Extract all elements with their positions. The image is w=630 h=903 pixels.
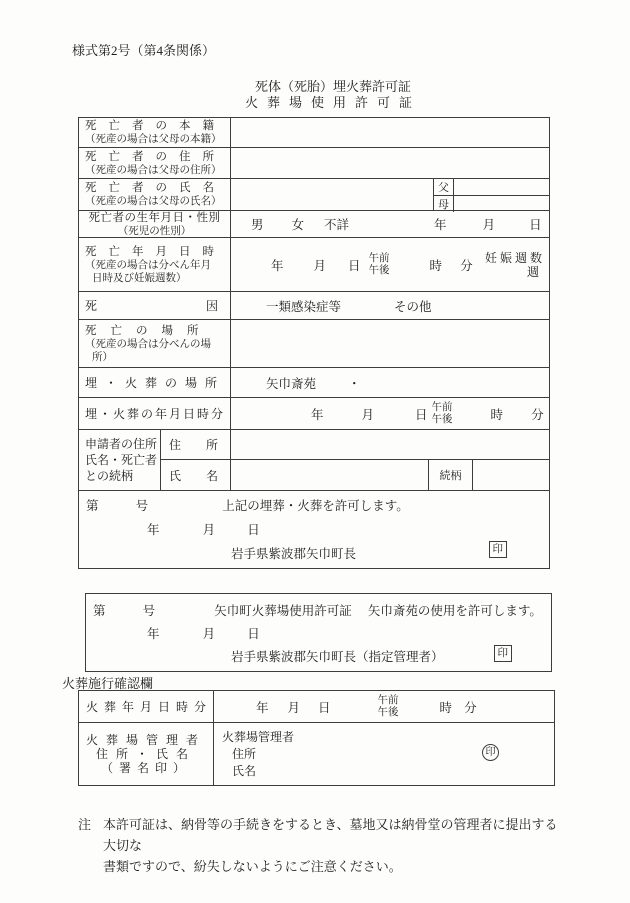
cremation-ampm-labels <box>378 695 399 718</box>
death-place-value-cell <box>231 320 549 367</box>
doc-title <box>18 79 630 111</box>
death-pm-label: 午後 <box>368 264 390 276</box>
cremation-datetime-label: 火葬年月日時分 <box>85 699 212 714</box>
burial-place-dot: ・ <box>348 376 361 391</box>
crematory-day-unit: 日 <box>247 627 260 641</box>
address-sublabel: （死産の場合は父母の住所） <box>85 164 222 176</box>
cause-label-last: 因 <box>205 299 218 313</box>
cremation-month-unit: 月 <box>287 700 301 715</box>
manager-value-cell <box>214 723 554 785</box>
seal-icon: 印 <box>482 744 499 761</box>
crematory-year-unit: 年 <box>147 627 160 641</box>
burial-datetime-label-cell <box>79 398 231 429</box>
domicile-value-cell <box>231 118 549 147</box>
death-datetime-sublabel1: （死産の場合は分べん年月 <box>85 259 211 271</box>
permit-no-last: 号 <box>135 499 149 513</box>
cremation-am-label: 午前 <box>377 695 399 706</box>
crematory-statement: 矢巾斎苑の使用を許可します。 <box>367 604 542 618</box>
row-domicile <box>79 118 549 148</box>
name-label-cell <box>79 179 231 210</box>
death-datetime-label: 死亡年月日時 <box>85 245 226 258</box>
burial-datetime-value-cell <box>231 398 549 429</box>
footnote <box>78 814 560 877</box>
cremation-year-unit: 年 <box>256 700 269 715</box>
applicant-label-line2: 氏名・死亡者 <box>85 453 158 467</box>
domicile-sublabel: （死産の場合は父母の本籍） <box>85 134 222 145</box>
row-birth <box>79 211 549 238</box>
cause-label-cell <box>79 292 231 319</box>
footnote-line2: 書類ですので、紛失しないようにご注意ください。 <box>103 859 402 874</box>
address-label: 死亡者の住所 <box>85 150 226 163</box>
cremation-datetime-label-cell <box>79 691 214 722</box>
gestation-weeks-unit: 週 <box>526 264 539 279</box>
burial-am-label: 午前 <box>431 402 453 413</box>
confirmation-table <box>78 690 555 786</box>
death-am-label: 午前 <box>368 253 390 264</box>
applicant-address-value-cell <box>231 430 549 459</box>
cremation-minute-unit: 分 <box>464 700 477 715</box>
crematory-no-first: 第 <box>93 604 106 618</box>
father-value-cell <box>454 179 549 195</box>
sex-female-option: 女 <box>291 218 305 232</box>
manager-label-line2: 住所・氏名 <box>95 747 196 761</box>
cause-option-other: その他 <box>394 299 432 314</box>
name-sublabel: （死産の場合は父母の氏名） <box>85 196 222 207</box>
crematory-month-unit: 月 <box>202 627 216 641</box>
manager-label-cell <box>79 723 214 785</box>
applicant-name-row <box>161 460 549 490</box>
death-place-sublabel1: （死産の場合は分べんの場 <box>85 338 211 350</box>
mother-row <box>434 196 549 212</box>
burial-ampm-labels <box>432 402 453 425</box>
domicile-label: 死亡者の本籍 <box>85 120 226 132</box>
sex-unknown-option: 不詳 <box>324 218 350 232</box>
cremation-day-unit: 日 <box>318 700 331 715</box>
death-year-unit: 年 <box>271 258 284 273</box>
relation-value-cell <box>473 460 549 490</box>
burial-month-unit: 月 <box>361 407 375 422</box>
name-label: 死亡者の氏名 <box>85 182 226 194</box>
name-value-cell <box>231 179 434 210</box>
sex-male-option: 男 <box>251 218 264 232</box>
row-manager <box>79 723 554 785</box>
crematory-permit-box <box>85 593 552 672</box>
manager-label-line3: （署名印） <box>100 761 191 775</box>
row-burial-place <box>79 368 549 398</box>
burial-day-unit: 日 <box>415 407 428 422</box>
death-month-unit: 月 <box>313 258 327 273</box>
permit-issuer: 岩手県紫波郡矢巾町長 <box>231 547 357 561</box>
address-label-cell <box>79 148 231 178</box>
birth-label: 死亡者の生年月日・性別 <box>88 211 221 224</box>
father-mother-cells <box>434 179 549 210</box>
row-cause <box>79 292 549 320</box>
crematory-issuer: 岩手県紫波郡矢巾町長（指定管理者） <box>231 650 444 664</box>
permit-statement-box <box>79 491 549 569</box>
manager-line3: 氏名 <box>232 764 257 778</box>
manager-label-line1: 火葬場管理者 <box>85 733 206 747</box>
cause-option-infectious: 一類感染症等 <box>266 299 342 314</box>
mother-value-cell <box>454 196 549 212</box>
seal-icon: 印 <box>494 645 513 662</box>
burial-place-value: 矢巾斎苑 <box>266 376 317 391</box>
birth-sublabel: （死児の性別） <box>117 225 192 237</box>
applicant-label-line3: との続柄 <box>85 469 134 483</box>
crematory-no-last: 号 <box>142 604 156 618</box>
row-name <box>79 179 549 211</box>
father-label: 父 <box>434 179 454 195</box>
burial-datetime-label: 埋・火葬の年月日時分 <box>85 406 226 421</box>
mother-label: 母 <box>434 196 454 212</box>
cremation-datetime-value-cell <box>214 691 554 722</box>
permit-day-unit: 日 <box>247 523 260 537</box>
applicant-address-label-cell <box>161 430 231 459</box>
crematory-line-number <box>86 601 551 619</box>
burial-place-value-cell <box>231 368 549 397</box>
death-datetime-value-cell <box>231 238 549 291</box>
permit-line-issuer <box>79 544 549 562</box>
applicant-name-value-cell <box>231 460 429 490</box>
footnote-marker: 注 <box>78 817 92 832</box>
birth-month-unit: 月 <box>482 218 496 232</box>
manager-line1: 火葬場管理者 <box>222 730 295 744</box>
footnote-text <box>103 814 560 877</box>
domicile-label-cell <box>79 118 231 147</box>
applicant-name-label-first: 氏 <box>169 468 182 483</box>
cremation-hour-unit: 時 <box>439 700 453 715</box>
death-ampm-labels <box>369 253 390 276</box>
manager-line2: 住所 <box>232 747 257 761</box>
row-burial-datetime <box>79 398 549 430</box>
gestation-label: 妊娠週数 <box>484 250 545 265</box>
permit-year-unit: 年 <box>147 523 160 537</box>
row-death-datetime <box>79 238 549 292</box>
cause-value-cell <box>231 292 549 319</box>
death-datetime-label-cell <box>79 238 231 291</box>
permit-statement-section <box>79 491 549 568</box>
applicant-name-label-last: 名 <box>205 468 218 483</box>
confirmation-heading: 火葬施行確認欄 <box>62 676 154 691</box>
birth-value-cell <box>231 211 549 237</box>
row-cremation-datetime <box>79 691 554 723</box>
seal-icon: 印 <box>489 541 508 558</box>
crematory-line-date <box>86 624 551 642</box>
form-number: 様式第2号（第4条関係） <box>72 43 216 58</box>
burial-hour-unit: 時 <box>490 407 504 422</box>
row-death-place <box>79 320 549 368</box>
death-minute-unit: 分 <box>460 258 473 273</box>
death-hour-unit: 時 <box>429 258 443 273</box>
birth-label-cell <box>79 211 231 237</box>
death-place-sublabel2: 所） <box>92 351 113 363</box>
permit-line-number <box>79 496 549 514</box>
relation-label: 続柄 <box>429 460 473 490</box>
row-applicant <box>79 430 549 491</box>
row-address <box>79 148 549 179</box>
applicant-label-cell <box>79 430 161 490</box>
gestation-block <box>485 251 545 279</box>
permit-month-unit: 月 <box>202 523 216 537</box>
crematory-line-issuer <box>86 647 551 665</box>
crematory-permit-title: 矢巾町火葬場使用許可証 <box>214 604 352 618</box>
burial-place-label: 埋・火葬の場所 <box>85 375 226 390</box>
burial-minute-unit: 分 <box>531 407 544 422</box>
permit-table <box>78 117 550 569</box>
permit-no-first: 第 <box>86 499 99 513</box>
birth-day-unit: 日 <box>529 218 542 232</box>
applicant-name-label-cell <box>161 460 231 490</box>
address-value-cell <box>231 148 549 178</box>
death-place-label-cell <box>79 320 231 367</box>
footnote-line1: 本許可証は、納骨等の手続きをするとき、墓地又は納骨堂の管理者に提出する大切な <box>103 817 558 853</box>
death-day-unit: 日 <box>348 258 361 273</box>
applicant-address-label-last: 所 <box>205 438 218 452</box>
doc-title-line2: 火葬場使用許可証 <box>244 95 421 110</box>
burial-year-unit: 年 <box>311 407 324 422</box>
doc-title-line1: 死体（死胎）埋火葬許可証 <box>254 79 411 94</box>
applicant-address-row <box>161 430 549 460</box>
permit-statement: 上記の埋葬・火葬を許可します。 <box>222 499 409 513</box>
father-row <box>434 179 549 196</box>
cause-label-first: 死 <box>85 299 98 313</box>
applicant-label-line1: 申請者の住所 <box>85 437 158 451</box>
death-datetime-sublabel2: 日時及び妊娠週数） <box>92 272 187 284</box>
birth-year-unit: 年 <box>434 218 447 232</box>
applicant-fields <box>161 430 549 490</box>
burial-pm-label: 午後 <box>431 413 453 425</box>
permit-line-date <box>79 520 549 538</box>
death-place-label: 死亡の場所 <box>85 324 213 337</box>
burial-place-label-cell <box>79 368 231 397</box>
applicant-address-label-first: 住 <box>169 438 182 452</box>
cremation-pm-label: 午後 <box>377 706 399 718</box>
